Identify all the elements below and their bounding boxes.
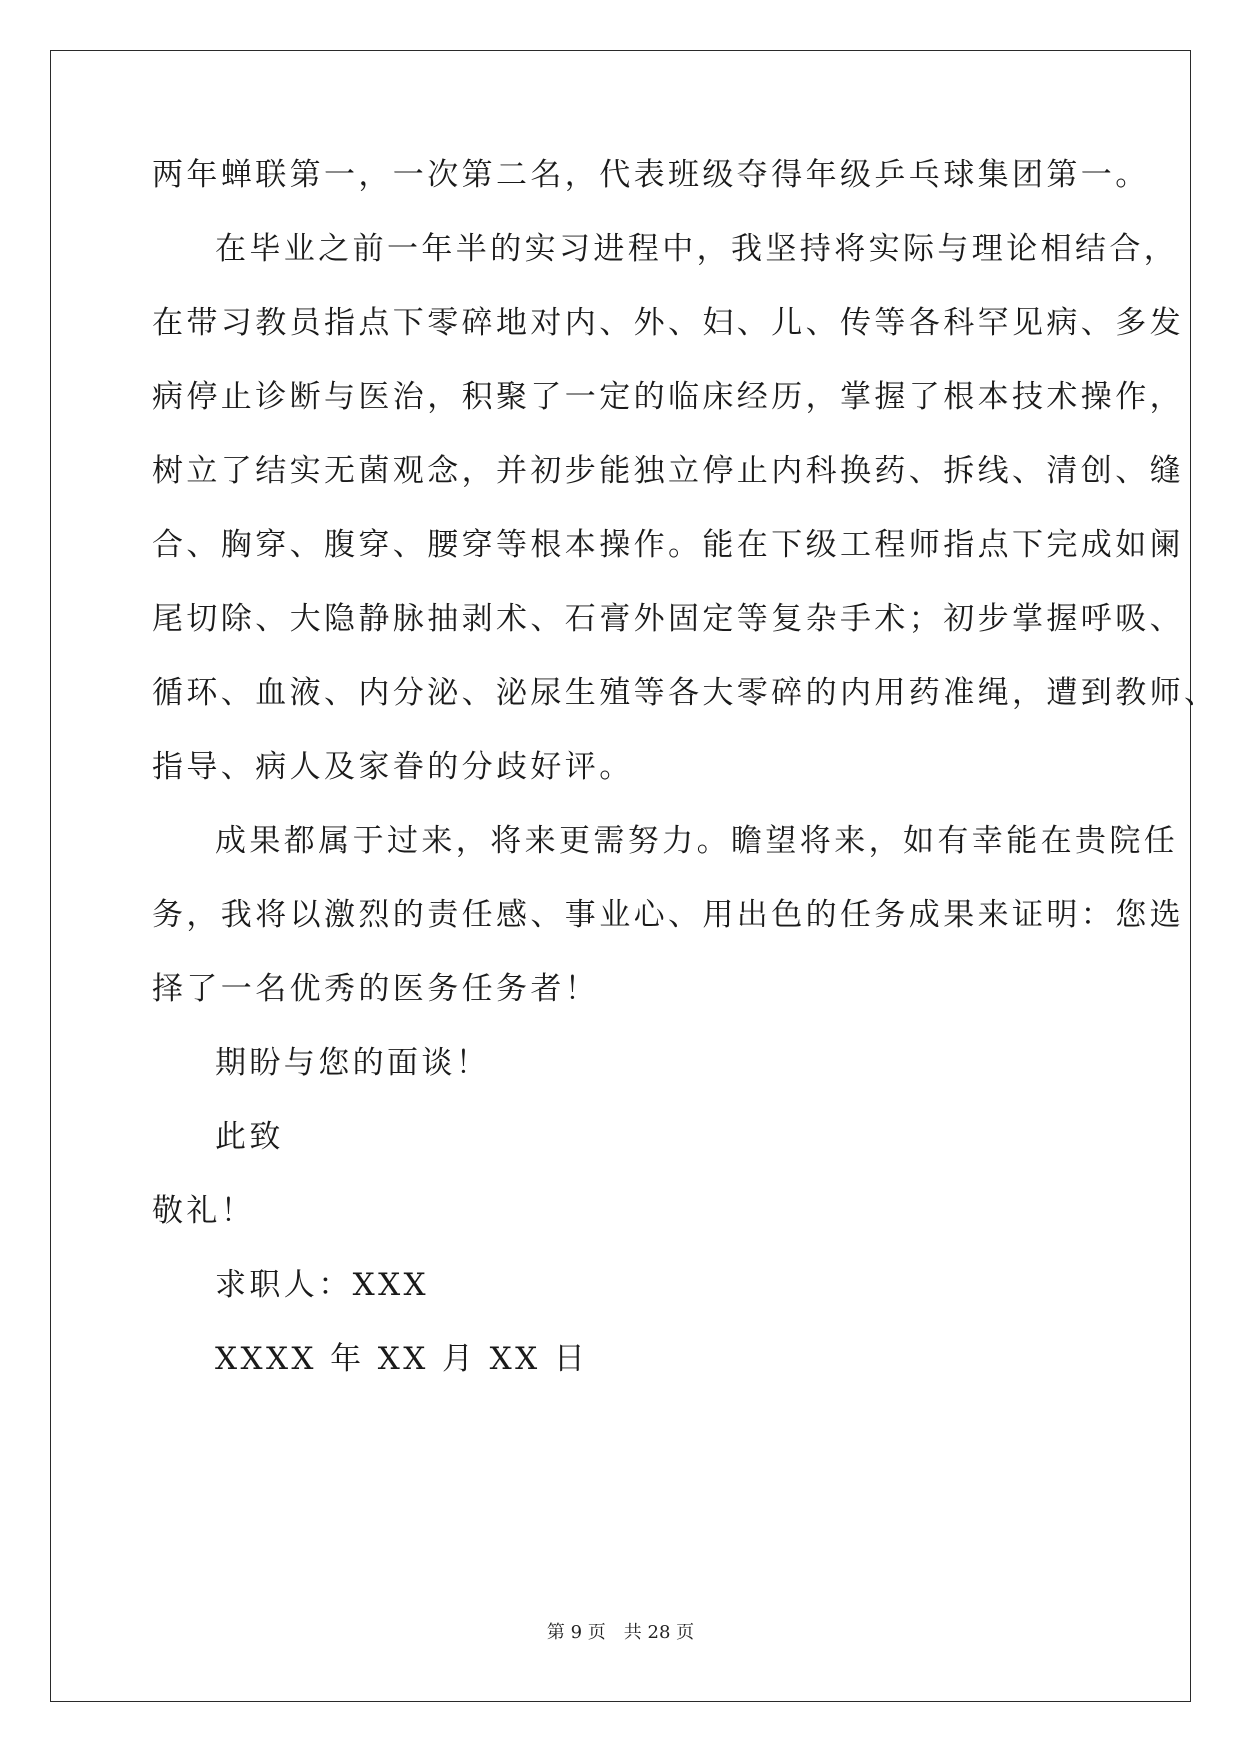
- body-line-2: 在毕业之前一年半的实习进程中，我坚持将实际与理论相结合，: [215, 231, 1179, 267]
- total-pages: 共 28 页: [623, 1622, 695, 1643]
- closing-line: 期盼与您的面谈！: [215, 1045, 491, 1081]
- body-line-7: 尾切除、大隐静脉抽剥术、石膏外固定等复杂手术；初步掌握呼吸、: [152, 601, 1184, 637]
- signature-applicant: 求职人：XXX: [215, 1267, 430, 1303]
- page-number: 第 9 页: [546, 1622, 606, 1643]
- body-line-4: 病停止诊断与医治，积聚了一定的临床经历，掌握了根本技术操作，: [152, 379, 1184, 415]
- body-line-10: 成果都属于过来，将来更需努力。瞻望将来，如有幸能在贵院任: [215, 823, 1179, 859]
- body-line-3: 在带习教员指点下零碎地对内、外、妇、儿、传等各科罕见病、多发: [152, 305, 1184, 341]
- body-line-9: 指导、病人及家眷的分歧好评。: [152, 749, 634, 785]
- salutation-jingli: 敬礼！: [152, 1193, 256, 1229]
- body-line-5: 树立了结实无菌观念，并初步能独立停止内科换药、拆线、清创、缝: [152, 453, 1184, 489]
- body-line-8: 循环、血液、内分泌、泌尿生殖等各大零碎的内用药准绳，遭到教师、: [152, 675, 1219, 711]
- body-line-12: 择了一名优秀的医务任务者！: [152, 971, 600, 1007]
- body-line-1: 两年蝉联第一，一次第二名，代表班级夺得年级乒乓球集团第一。: [152, 157, 1150, 193]
- body-line-11: 务，我将以激烈的责任感、事业心、用出色的任务成果来证明：您选: [152, 897, 1184, 933]
- salutation-cizhi: 此致: [215, 1119, 284, 1155]
- signature-date: XXXX 年 XX 月 XX 日: [215, 1341, 589, 1377]
- page-footer: [0, 1618, 1241, 1644]
- body-line-6: 合、胸穿、腹穿、腰穿等根本操作。能在下级工程师指点下完成如阑: [152, 527, 1184, 563]
- page-border: [50, 50, 1191, 1702]
